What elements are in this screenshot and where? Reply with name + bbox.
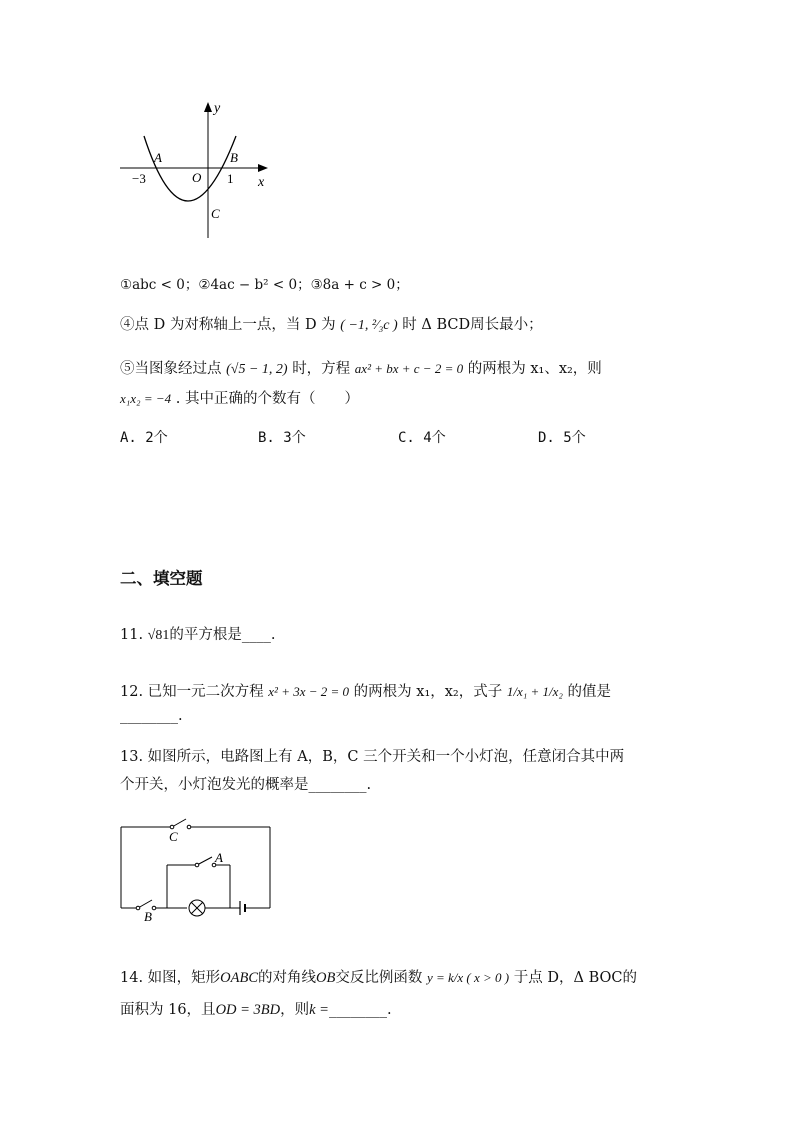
q10-statement-5 [120,357,602,378]
switch-a-blade [197,857,212,865]
statements-1-3-text: ①abc < 0；②4ac − b² < 0；③8a + c > 0； [120,277,409,293]
switch-b-contact-1 [136,906,140,910]
statement-5-tail: . 其中正确的个数有（ ） [175,391,359,407]
q14-line2-prefix: 面积为 16，且 [120,1002,216,1018]
statement-5-equation: ax² + bx + c − 2 = 0 [354,361,464,376]
option-d[interactable]: D. 5个 [538,430,586,446]
statement-5-roots: 的两根为 x₁、x₂，则 [467,361,602,377]
q10-statements-1-3 [120,273,409,293]
parabola-figure [112,96,282,246]
axis-x-label: x [258,175,265,190]
q14-diag: OB [316,970,336,986]
q12-line2: ________. [120,708,183,724]
q14-condition: OD = 3BD [215,1002,281,1018]
section-heading: 二、填空题 [120,569,203,588]
q11-radical: √81 [147,628,170,643]
tick-1-label: 1 [227,171,234,186]
q12-prefix: 12. 已知一元二次方程 [120,684,264,700]
statement-4-prefix: ④点 D 为对称轴上一点，当 D 为 [120,317,336,333]
circuit-diagram [112,815,282,925]
q11-text: 的平方根是____. [169,627,276,643]
q14-line1 [120,966,637,987]
switch-b-label: B [144,909,152,924]
switch-a-label: A [215,850,223,865]
q11 [120,623,275,644]
q14-function: y = k/x ( x > 0 ) [426,970,510,985]
switch-c-label: C [169,829,178,844]
statement-4-point: ( −1, ²⁄₃c ) [340,318,398,333]
q14-mid2: 交反比例函数 [335,970,423,986]
q14-rect-name: OABC [220,970,259,986]
statement-5-prefix: ⑤当图象经过点 [120,361,222,377]
option-b[interactable]: B. 3个 [258,430,306,446]
q14-suffix: 于点 D，Δ BOC的 [513,970,637,986]
q13-line1: 13. 如图所示，电路图上有 A，B，C 三个开关和一个小灯泡，任意闭合其中两 [120,749,625,765]
origin-label: O [192,170,202,185]
q11-number: 11. [120,627,144,643]
axis-y-label: y [214,101,221,116]
switch-c-contact-2 [187,825,191,829]
q12-mid: 的两根为 x₁，x₂，式子 [353,684,503,700]
switch-a-contact-1 [195,863,199,867]
option-c[interactable]: C. 4个 [398,430,446,446]
statement-5-point: (√5 − 1, 2) [226,362,288,377]
point-b-label: B [230,150,238,165]
q14-mid: 的对角线 [258,970,317,986]
point-c-label: C [211,206,220,221]
q10-statement-4 [120,313,543,334]
option-a[interactable]: A. 2个 [120,430,168,446]
q10-statement-5-line2 [120,387,359,408]
q13-line2: 个开关，小灯泡发光的概率是________. [120,777,372,793]
statement-4-suffix: 时 Δ BCD周长最小； [402,317,543,333]
point-a-label: A [154,150,162,165]
statement-5-product: x₁x₂ = −4 [120,391,172,406]
q14-line2 [120,998,392,1019]
q14-line2-mid: ，则 [280,1002,310,1018]
tick-neg3-label: −3 [132,171,146,186]
q12-suffix: 的值是 [567,684,612,700]
q12-equation: x² + 3x − 2 = 0 [268,684,350,699]
switch-b-contact-2 [152,906,156,910]
q14-prefix: 14. 如图，矩形 [120,970,221,986]
q12-line1 [120,680,611,701]
switch-b-blade [138,900,152,908]
statement-5-mid: 时，方程 [292,361,351,377]
q14-line2-suffix: ________. [328,1002,392,1018]
q12-expression: 1/x₁ + 1/x₂ [506,684,563,699]
q14-unknown: k = [309,1002,329,1018]
x-axis-arrow [258,164,268,172]
switch-c-blade [172,819,186,827]
y-axis-arrow [204,102,212,112]
